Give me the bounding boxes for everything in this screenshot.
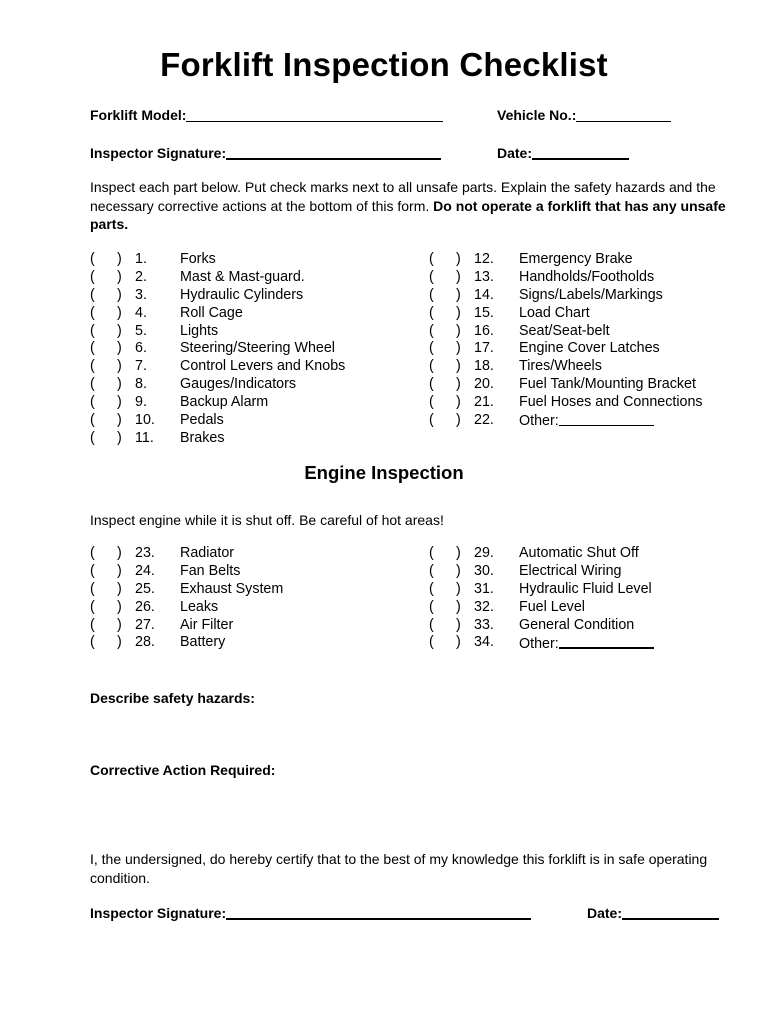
checkbox-open-paren[interactable]: ( [90, 358, 95, 375]
item-number: 20. [474, 376, 494, 393]
checkbox-close-paren[interactable]: ) [117, 322, 122, 339]
item-label [519, 412, 654, 429]
item-number: 4. [135, 304, 147, 321]
vehicle-no-line[interactable] [576, 107, 671, 122]
checkbox-close-paren[interactable]: ) [117, 598, 122, 615]
item-label-text: Steering/Steering Wheel [180, 340, 335, 357]
item-label-text: Fuel Hoses and Connections [519, 394, 703, 411]
item-number: 18. [474, 358, 494, 375]
checkbox-open-paren[interactable]: ( [429, 412, 434, 429]
checkbox-open-paren[interactable]: ( [429, 286, 434, 303]
item-label [519, 617, 634, 633]
item-number: 10. [135, 412, 155, 429]
item-label [180, 376, 296, 392]
checklist-item[interactable] [429, 634, 759, 652]
checkbox-close-paren[interactable]: ) [117, 545, 122, 561]
checkbox-open-paren[interactable]: ( [429, 340, 434, 357]
item-label [180, 599, 218, 615]
checkbox-close-paren[interactable]: ) [117, 340, 122, 357]
checkbox-close-paren[interactable]: ) [117, 251, 122, 267]
date-line[interactable] [532, 144, 629, 160]
item-label-text: Load Chart [519, 304, 590, 321]
item-label [519, 340, 660, 356]
checkbox-close-paren[interactable]: ) [456, 616, 461, 633]
checkbox-open-paren[interactable]: ( [429, 598, 434, 615]
checkbox-open-paren[interactable]: ( [90, 429, 95, 446]
checklist-item[interactable] [90, 545, 420, 563]
item-label [180, 563, 240, 579]
checklist-item[interactable] [429, 581, 759, 599]
checklist-item[interactable] [90, 563, 420, 581]
checkbox-open-paren[interactable]: ( [429, 394, 434, 411]
item-number: 31. [474, 580, 494, 597]
checklist-item[interactable] [429, 340, 759, 358]
item-label [519, 287, 663, 303]
footer-signature-label: Inspector Signature: [90, 905, 227, 921]
checkbox-open-paren[interactable]: ( [429, 562, 434, 579]
checkbox-close-paren[interactable]: ) [456, 562, 461, 579]
checklist-item[interactable] [429, 617, 759, 635]
checklist-item[interactable] [90, 394, 420, 412]
item-number: 8. [135, 376, 147, 393]
item-label [180, 305, 243, 321]
item-label-text: Battery [180, 634, 226, 651]
item-label-text: Radiator [180, 545, 235, 561]
item-label-text: General Condition [519, 616, 635, 633]
checkbox-close-paren[interactable]: ) [456, 394, 461, 411]
item-label [180, 251, 216, 267]
checkbox-close-paren[interactable]: ) [456, 598, 461, 615]
checkbox-close-paren[interactable]: ) [456, 340, 461, 357]
checklist-item[interactable] [429, 412, 759, 430]
item-label-text: Roll Cage [180, 304, 243, 321]
item-label-text: Exhaust System [180, 580, 284, 597]
checklist-item[interactable] [90, 617, 420, 635]
forklift-model-label: Forklift Model: [90, 107, 187, 123]
item-number: 13. [474, 268, 494, 285]
checkbox-open-paren[interactable]: ( [429, 545, 434, 561]
item-label [180, 358, 345, 374]
item-label-text: Forks [180, 251, 216, 267]
item-number: 27. [135, 616, 155, 633]
item-number: 6. [135, 340, 147, 357]
checklist-item[interactable] [429, 376, 759, 394]
checkbox-open-paren[interactable]: ( [429, 251, 434, 267]
checkbox-close-paren[interactable]: ) [456, 545, 461, 561]
checkbox-close-paren[interactable]: ) [117, 562, 122, 579]
checklist-item[interactable] [429, 251, 759, 269]
checkbox-open-paren[interactable]: ( [90, 322, 95, 339]
item-label [180, 634, 225, 650]
item-label-text: Emergency Brake [519, 251, 633, 267]
checkbox-close-paren[interactable]: ) [117, 634, 122, 651]
item-number: 14. [474, 286, 494, 303]
item-label [519, 269, 654, 285]
footer-date-line[interactable] [622, 904, 719, 920]
checkbox-open-paren[interactable]: ( [429, 304, 434, 321]
item-number: 34. [474, 634, 494, 651]
checkbox-close-paren[interactable]: ) [456, 412, 461, 429]
item-number: 11. [135, 429, 154, 446]
engine-checklist-right [429, 545, 759, 652]
checklist-item[interactable] [90, 340, 420, 358]
other-blank-line[interactable] [559, 412, 654, 426]
checkbox-open-paren[interactable]: ( [90, 562, 95, 579]
item-number: 5. [135, 322, 147, 339]
forklift-model-line[interactable] [186, 107, 443, 122]
item-label-text: Lights [180, 322, 219, 339]
item-number: 23. [135, 545, 155, 561]
footer-date-label: Date: [587, 905, 623, 921]
item-number: 33. [474, 616, 494, 633]
vehicle-no-field [497, 107, 671, 123]
item-label-text: Handholds/Footholds [519, 268, 655, 285]
checklist-item[interactable] [90, 634, 420, 652]
checklist-item[interactable] [90, 251, 420, 269]
item-label [519, 358, 602, 374]
checkbox-open-paren[interactable]: ( [90, 286, 95, 303]
item-label [180, 545, 234, 561]
item-label [180, 287, 303, 303]
item-label-text: Hydraulic Fluid Level [519, 580, 652, 597]
item-number: 28. [135, 634, 155, 651]
item-number: 16. [474, 322, 494, 339]
intro-text: Inspect each part below. Put check marks next to all unsafe parts. Explain the safety hazards and the necessary corrective actions at the bottom of this form. [90, 179, 716, 214]
inspector-signature-field [90, 144, 441, 161]
checkbox-close-paren[interactable]: ) [117, 580, 122, 597]
item-label [180, 269, 305, 285]
item-number: 30. [474, 562, 494, 579]
item-label-text: Gauges/Indicators [180, 376, 297, 393]
engine-checklist-left [90, 545, 420, 652]
item-number: 9. [135, 394, 147, 411]
checkbox-open-paren[interactable]: ( [90, 268, 95, 285]
checkbox-open-paren[interactable]: ( [90, 412, 95, 429]
item-number: 29. [474, 545, 494, 561]
item-label-text: Tires/Wheels [519, 358, 602, 375]
checkbox-close-paren[interactable]: ) [117, 286, 122, 303]
item-number: 21. [474, 394, 494, 411]
item-label [180, 430, 225, 446]
item-label [519, 376, 696, 392]
checklist-item[interactable] [90, 599, 420, 617]
intro-paragraph [90, 178, 730, 234]
item-label [519, 581, 652, 597]
checkbox-close-paren[interactable]: ) [456, 304, 461, 321]
item-label [519, 599, 585, 615]
item-label [180, 323, 218, 339]
item-label [180, 412, 224, 428]
item-label-text: Air Filter [180, 616, 234, 633]
page-title: Forklift Inspection Checklist [160, 46, 608, 83]
item-number: 25. [135, 580, 155, 597]
forklift-model-field [90, 107, 443, 123]
checkbox-close-paren[interactable]: ) [117, 268, 122, 285]
checkbox-close-paren[interactable]: ) [117, 376, 122, 393]
checkbox-close-paren[interactable]: ) [117, 304, 122, 321]
item-label-text: Signs/Labels/Markings [519, 286, 663, 303]
item-label-text: Electrical Wiring [519, 562, 622, 579]
checkbox-close-paren[interactable]: ) [456, 251, 461, 267]
checkbox-open-paren[interactable]: ( [429, 268, 434, 285]
checklist-item[interactable] [429, 287, 759, 305]
item-label-text: Mast & Mast-guard. [180, 268, 305, 285]
checklist-item[interactable] [90, 430, 420, 448]
checkbox-open-paren[interactable]: ( [90, 394, 95, 411]
checklist-item[interactable] [90, 269, 420, 287]
checkbox-open-paren[interactable]: ( [90, 616, 95, 633]
item-label-text: Other: [519, 636, 559, 653]
checkbox-open-paren[interactable]: ( [429, 358, 434, 375]
checkbox-close-paren[interactable]: ) [456, 376, 461, 393]
item-number: 2. [135, 268, 147, 285]
item-label-text: Control Levers and Knobs [180, 358, 346, 375]
item-label [180, 581, 283, 597]
other-blank-line[interactable] [559, 634, 654, 649]
item-label-text: Fuel Level [519, 598, 585, 615]
checklist-item[interactable] [90, 287, 420, 305]
item-label-text: Other: [519, 413, 559, 430]
inspector-signature-line[interactable] [226, 144, 441, 160]
checkbox-open-paren[interactable]: ( [429, 616, 434, 633]
item-number: 7. [135, 358, 147, 375]
checkbox-close-paren[interactable]: ) [117, 616, 122, 633]
item-label [519, 251, 633, 267]
item-number: 17. [474, 340, 494, 357]
safety-hazards-label: Describe safety hazards: [90, 690, 255, 706]
inspector-signature-label: Inspector Signature: [90, 145, 227, 161]
checkbox-close-paren[interactable]: ) [456, 580, 461, 597]
checklist-item[interactable] [429, 599, 759, 617]
date-field [497, 144, 629, 161]
item-label [519, 394, 703, 410]
checklist-item[interactable] [429, 563, 759, 581]
checkbox-close-paren[interactable]: ) [456, 268, 461, 285]
engine-intro: Inspect engine while it is shut off. Be careful of hot areas! [90, 512, 444, 528]
checkbox-open-paren[interactable]: ( [429, 376, 434, 393]
checklist-item[interactable] [90, 412, 420, 430]
checklist-item[interactable] [90, 358, 420, 376]
checklist-item[interactable] [429, 358, 759, 376]
footer-signature-line[interactable] [226, 904, 531, 920]
checklist-item[interactable] [90, 305, 420, 323]
footer-date-field [587, 904, 719, 921]
footer-signature-field [90, 904, 531, 921]
checkbox-open-paren[interactable]: ( [429, 580, 434, 597]
checkbox-open-paren[interactable]: ( [90, 580, 95, 597]
checkbox-open-paren[interactable]: ( [90, 634, 95, 651]
item-label-text: Pedals [180, 412, 224, 429]
checklist-item[interactable] [90, 581, 420, 599]
checkbox-close-paren[interactable]: ) [117, 358, 122, 375]
item-number: 32. [474, 598, 494, 615]
checkbox-close-paren[interactable]: ) [117, 429, 122, 446]
checklist-item[interactable] [90, 323, 420, 341]
item-number: 24. [135, 562, 155, 579]
item-label-text: Hydraulic Cylinders [180, 286, 304, 303]
checklist-item[interactable] [429, 545, 759, 563]
item-label [519, 634, 654, 652]
item-label [519, 323, 610, 339]
checkbox-open-paren[interactable]: ( [429, 634, 434, 651]
item-label-text: Brakes [180, 429, 225, 446]
item-number: 22. [474, 412, 494, 429]
checkbox-open-paren[interactable]: ( [90, 598, 95, 615]
item-label [180, 617, 233, 633]
item-label-text: Fuel Tank/Mounting Bracket [519, 376, 696, 393]
checklist-left [90, 251, 420, 448]
item-label [519, 563, 621, 579]
checkbox-open-paren[interactable]: ( [429, 322, 434, 339]
checkbox-open-paren[interactable]: ( [90, 340, 95, 357]
checklist-item[interactable] [429, 305, 759, 323]
checkbox-open-paren[interactable]: ( [90, 304, 95, 321]
item-label-text: Engine Cover Latches [519, 340, 660, 357]
engine-inspection-title: Engine Inspection [304, 462, 464, 483]
item-label [519, 305, 590, 321]
checkbox-close-paren[interactable]: ) [117, 394, 122, 411]
checklist-item[interactable] [429, 394, 759, 412]
item-number: 12. [474, 251, 494, 267]
item-label-text: Backup Alarm [180, 394, 269, 411]
checkbox-close-paren[interactable]: ) [456, 286, 461, 303]
checklist-item[interactable] [90, 376, 420, 394]
item-number: 3. [135, 286, 147, 303]
item-label [180, 394, 268, 410]
checklist-right [429, 251, 759, 430]
item-label-text: Leaks [180, 598, 219, 615]
certification-text: I, the undersigned, do hereby certify that to the best of my knowledge this forklift is in safe operating condition. [90, 851, 708, 886]
checkbox-close-paren[interactable]: ) [456, 358, 461, 375]
checkbox-open-paren[interactable]: ( [90, 251, 95, 267]
checkbox-close-paren[interactable]: ) [456, 322, 461, 339]
item-number: 15. [474, 304, 494, 321]
item-label [180, 340, 335, 356]
checkbox-open-paren[interactable]: ( [90, 376, 95, 393]
vehicle-no-label: Vehicle No.: [497, 107, 577, 123]
item-number: 1. [135, 251, 147, 267]
checkbox-close-paren[interactable]: ) [456, 634, 461, 651]
checklist-item[interactable] [429, 269, 759, 287]
corrective-action-label: Corrective Action Required: [90, 762, 276, 778]
checklist-item[interactable] [429, 323, 759, 341]
item-number: 26. [135, 598, 155, 615]
item-label-text: Automatic Shut Off [519, 545, 639, 561]
item-label-text: Fan Belts [180, 562, 241, 579]
item-label-text: Seat/Seat-belt [519, 322, 610, 339]
item-label [519, 545, 639, 561]
checkbox-open-paren[interactable]: ( [90, 545, 95, 561]
intro-warning: Do not operate a forklift that has any unsafe parts. [90, 197, 726, 232]
checkbox-close-paren[interactable]: ) [117, 412, 122, 429]
date-label: Date: [497, 145, 533, 161]
